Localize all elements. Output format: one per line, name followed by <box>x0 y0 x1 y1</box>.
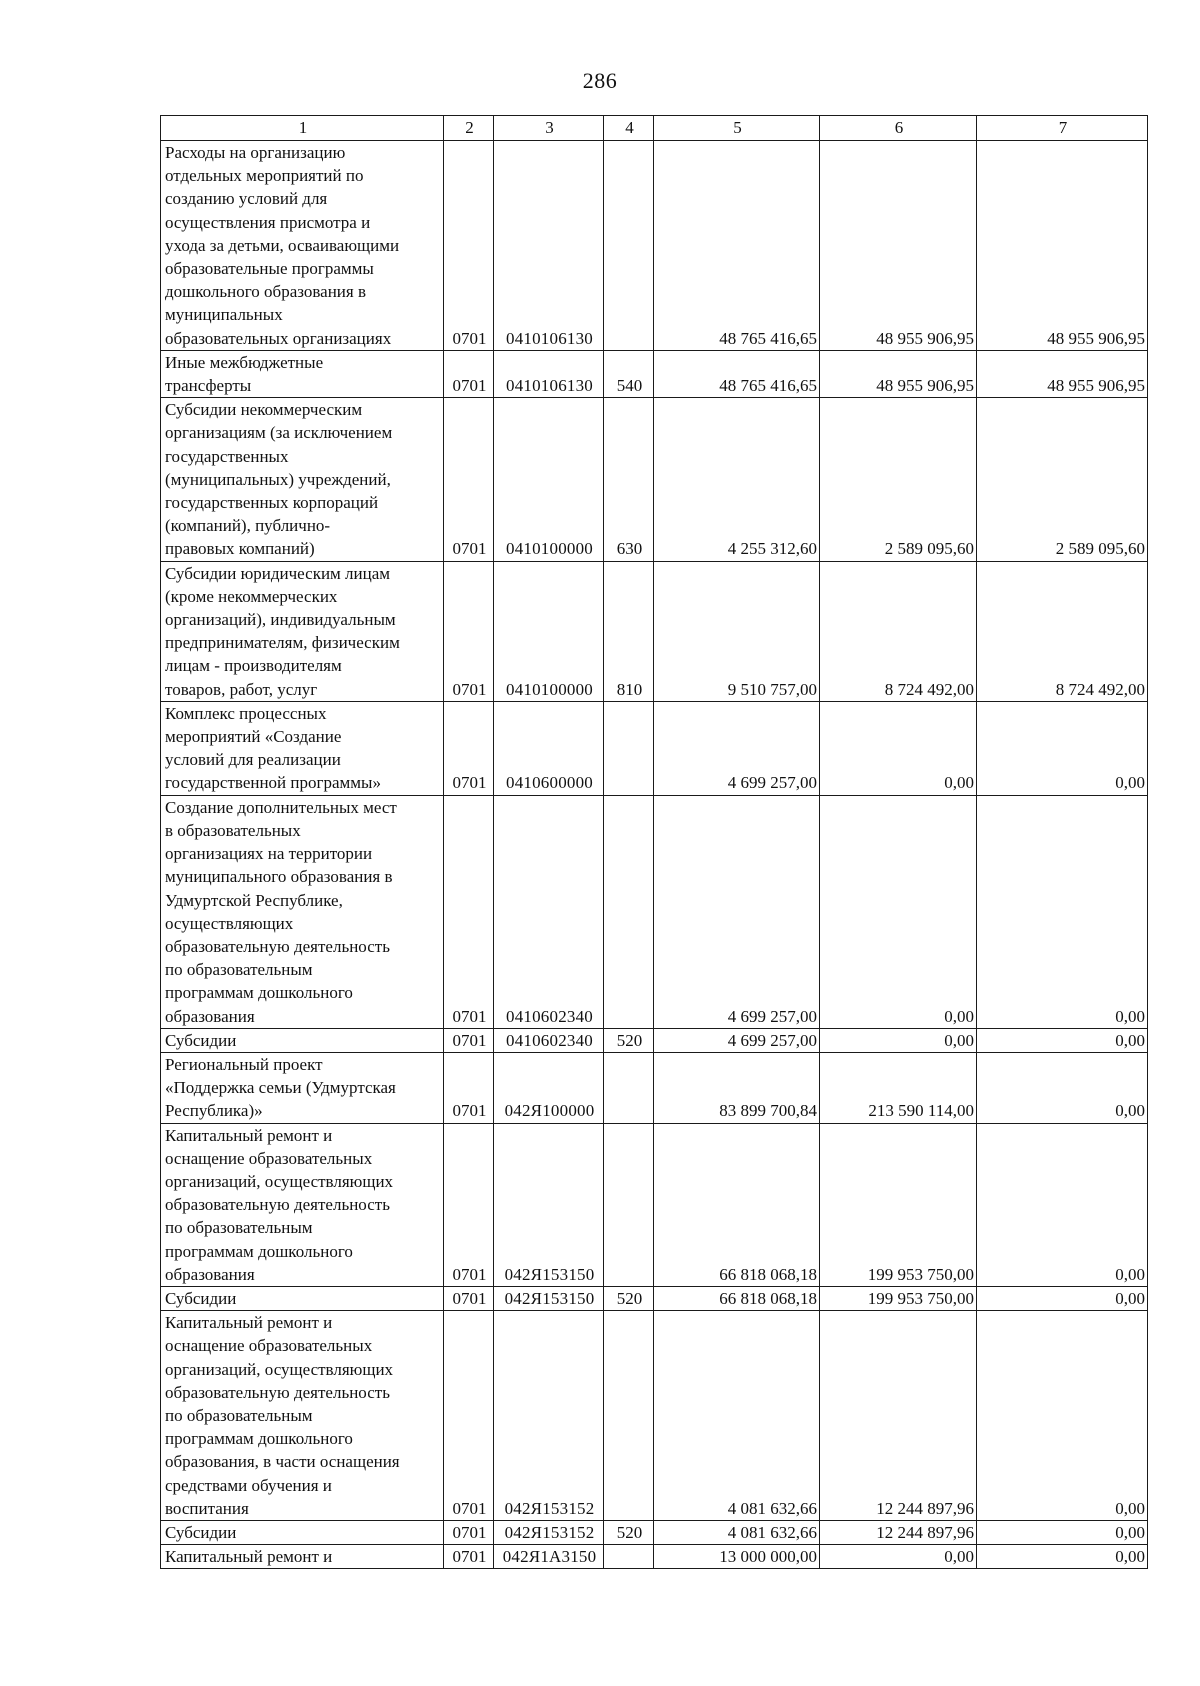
row-name: Региональный проект «Поддержка семьи (Удмуртская Республика)» <box>161 1052 444 1123</box>
row-name: Субсидии юридическим лицам (кроме некоммерческих организаций), индивидуальным предпринимателям, физическим лицам - производителям товаров, работ, услуг <box>161 561 444 701</box>
row-value-5: 83 899 700,84 <box>654 1052 820 1123</box>
row-code: 042Я153150 <box>494 1286 604 1310</box>
row-value-5: 9 510 757,00 <box>654 561 820 701</box>
table-row <box>161 701 1148 795</box>
row-type <box>604 141 654 351</box>
header-col-3: 3 <box>494 116 604 141</box>
row-value-6: 2 589 095,60 <box>820 398 977 561</box>
row-name: Субсидии <box>161 1286 444 1310</box>
row-type: 520 <box>604 1520 654 1544</box>
row-code: 0410602340 <box>494 1028 604 1052</box>
row-name: Субсидии <box>161 1520 444 1544</box>
row-name: Субсидии некоммерческим организациям (за исключением государственных (муниципальных) учреждений, государственных корпораций (компаний), публично- правовых компаний) <box>161 398 444 561</box>
row-value-5: 66 818 068,18 <box>654 1286 820 1310</box>
row-code: 0410602340 <box>494 795 604 1028</box>
row-name: Расходы на организацию отдельных мероприятий по созданию условий для осуществления присмотра и ухода за детьми, осваивающими образовательные программы дошкольного образования в муниципальных образовательных организациях <box>161 141 444 351</box>
table-row <box>161 561 1148 701</box>
row-value-6: 213 590 114,00 <box>820 1052 977 1123</box>
row-type <box>604 1545 654 1569</box>
row-name: Создание дополнительных мест в образовательных организациях на территории муниципального образования в Удмуртской Республике, осуществляющих образовательную деятельность по образовательным программам дошкольного образования <box>161 795 444 1028</box>
table-row <box>161 350 1148 397</box>
header-col-4: 4 <box>604 116 654 141</box>
table-row <box>161 795 1148 1028</box>
header-col-5: 5 <box>654 116 820 141</box>
header-col-7: 7 <box>977 116 1148 141</box>
row-section: 0701 <box>444 795 494 1028</box>
row-value-6: 12 244 897,96 <box>820 1520 977 1544</box>
row-name: Иные межбюджетные трансферты <box>161 350 444 397</box>
row-type: 630 <box>604 398 654 561</box>
row-type <box>604 1123 654 1286</box>
row-value-7: 0,00 <box>977 795 1148 1028</box>
row-value-5: 4 255 312,60 <box>654 398 820 561</box>
row-type <box>604 701 654 795</box>
table-row <box>161 1520 1148 1544</box>
header-col-1: 1 <box>161 116 444 141</box>
row-section: 0701 <box>444 561 494 701</box>
row-type <box>604 1311 654 1521</box>
row-value-5: 13 000 000,00 <box>654 1545 820 1569</box>
row-section: 0701 <box>444 1286 494 1310</box>
table-row <box>161 1311 1148 1521</box>
row-value-7: 8 724 492,00 <box>977 561 1148 701</box>
row-value-5: 4 081 632,66 <box>654 1311 820 1521</box>
row-value-5: 4 699 257,00 <box>654 701 820 795</box>
table-row <box>161 1028 1148 1052</box>
row-name: Капитальный ремонт и оснащение образовательных организаций, осуществляющих образовательную деятельность по образовательным программам дошкольного образования, в части оснащения средствами обучения и воспитания <box>161 1311 444 1521</box>
row-value-7: 0,00 <box>977 1286 1148 1310</box>
row-value-7: 48 955 906,95 <box>977 141 1148 351</box>
row-section: 0701 <box>444 1311 494 1521</box>
row-section: 0701 <box>444 1545 494 1569</box>
row-code: 0410600000 <box>494 701 604 795</box>
budget-table <box>160 115 1148 1569</box>
row-section: 0701 <box>444 1052 494 1123</box>
row-code: 0410100000 <box>494 561 604 701</box>
row-section: 0701 <box>444 398 494 561</box>
row-code: 0410106130 <box>494 141 604 351</box>
row-name: Капитальный ремонт и <box>161 1545 444 1569</box>
row-value-6: 12 244 897,96 <box>820 1311 977 1521</box>
row-code: 042Я153152 <box>494 1520 604 1544</box>
row-value-6: 48 955 906,95 <box>820 350 977 397</box>
row-type <box>604 1052 654 1123</box>
row-value-7: 0,00 <box>977 1545 1148 1569</box>
row-type: 520 <box>604 1286 654 1310</box>
row-value-6: 0,00 <box>820 1545 977 1569</box>
page-number: 286 <box>582 68 618 93</box>
row-code: 0410100000 <box>494 398 604 561</box>
row-value-5: 4 699 257,00 <box>654 1028 820 1052</box>
row-code: 042Я100000 <box>494 1052 604 1123</box>
row-value-7: 0,00 <box>977 1052 1148 1123</box>
row-name: Субсидии <box>161 1028 444 1052</box>
row-value-5: 48 765 416,65 <box>654 141 820 351</box>
row-type <box>604 795 654 1028</box>
row-value-5: 66 818 068,18 <box>654 1123 820 1286</box>
row-value-6: 199 953 750,00 <box>820 1286 977 1310</box>
table-row <box>161 398 1148 561</box>
row-code: 042Я153152 <box>494 1311 604 1521</box>
row-value-6: 8 724 492,00 <box>820 561 977 701</box>
row-value-6: 0,00 <box>820 795 977 1028</box>
row-value-7: 2 589 095,60 <box>977 398 1148 561</box>
row-section: 0701 <box>444 1520 494 1544</box>
row-code: 042Я153150 <box>494 1123 604 1286</box>
table-row <box>161 1123 1148 1286</box>
row-section: 0701 <box>444 141 494 351</box>
header-col-2: 2 <box>444 116 494 141</box>
row-value-6: 48 955 906,95 <box>820 141 977 351</box>
header-row <box>161 116 1148 141</box>
row-name: Комплекс процессных мероприятий «Создание условий для реализации государственной программы» <box>161 701 444 795</box>
row-value-7: 0,00 <box>977 1028 1148 1052</box>
row-value-5: 4 699 257,00 <box>654 795 820 1028</box>
row-name: Капитальный ремонт и оснащение образовательных организаций, осуществляющих образовательную деятельность по образовательным программам дошкольного образования <box>161 1123 444 1286</box>
table-row <box>161 1286 1148 1310</box>
row-section: 0701 <box>444 1028 494 1052</box>
row-value-6: 199 953 750,00 <box>820 1123 977 1286</box>
row-code: 0410106130 <box>494 350 604 397</box>
row-type: 520 <box>604 1028 654 1052</box>
row-section: 0701 <box>444 1123 494 1286</box>
row-type: 810 <box>604 561 654 701</box>
row-code: 042Я1А3150 <box>494 1545 604 1569</box>
table-row <box>161 1545 1148 1569</box>
row-value-6: 0,00 <box>820 1028 977 1052</box>
row-value-5: 4 081 632,66 <box>654 1520 820 1544</box>
row-value-7: 0,00 <box>977 1520 1148 1544</box>
row-value-5: 48 765 416,65 <box>654 350 820 397</box>
row-value-7: 0,00 <box>977 701 1148 795</box>
table-row <box>161 141 1148 351</box>
row-value-6: 0,00 <box>820 701 977 795</box>
row-value-7: 0,00 <box>977 1123 1148 1286</box>
row-value-7: 0,00 <box>977 1311 1148 1521</box>
row-section: 0701 <box>444 350 494 397</box>
table-row <box>161 1052 1148 1123</box>
row-value-7: 48 955 906,95 <box>977 350 1148 397</box>
header-col-6: 6 <box>820 116 977 141</box>
row-section: 0701 <box>444 701 494 795</box>
row-type: 540 <box>604 350 654 397</box>
